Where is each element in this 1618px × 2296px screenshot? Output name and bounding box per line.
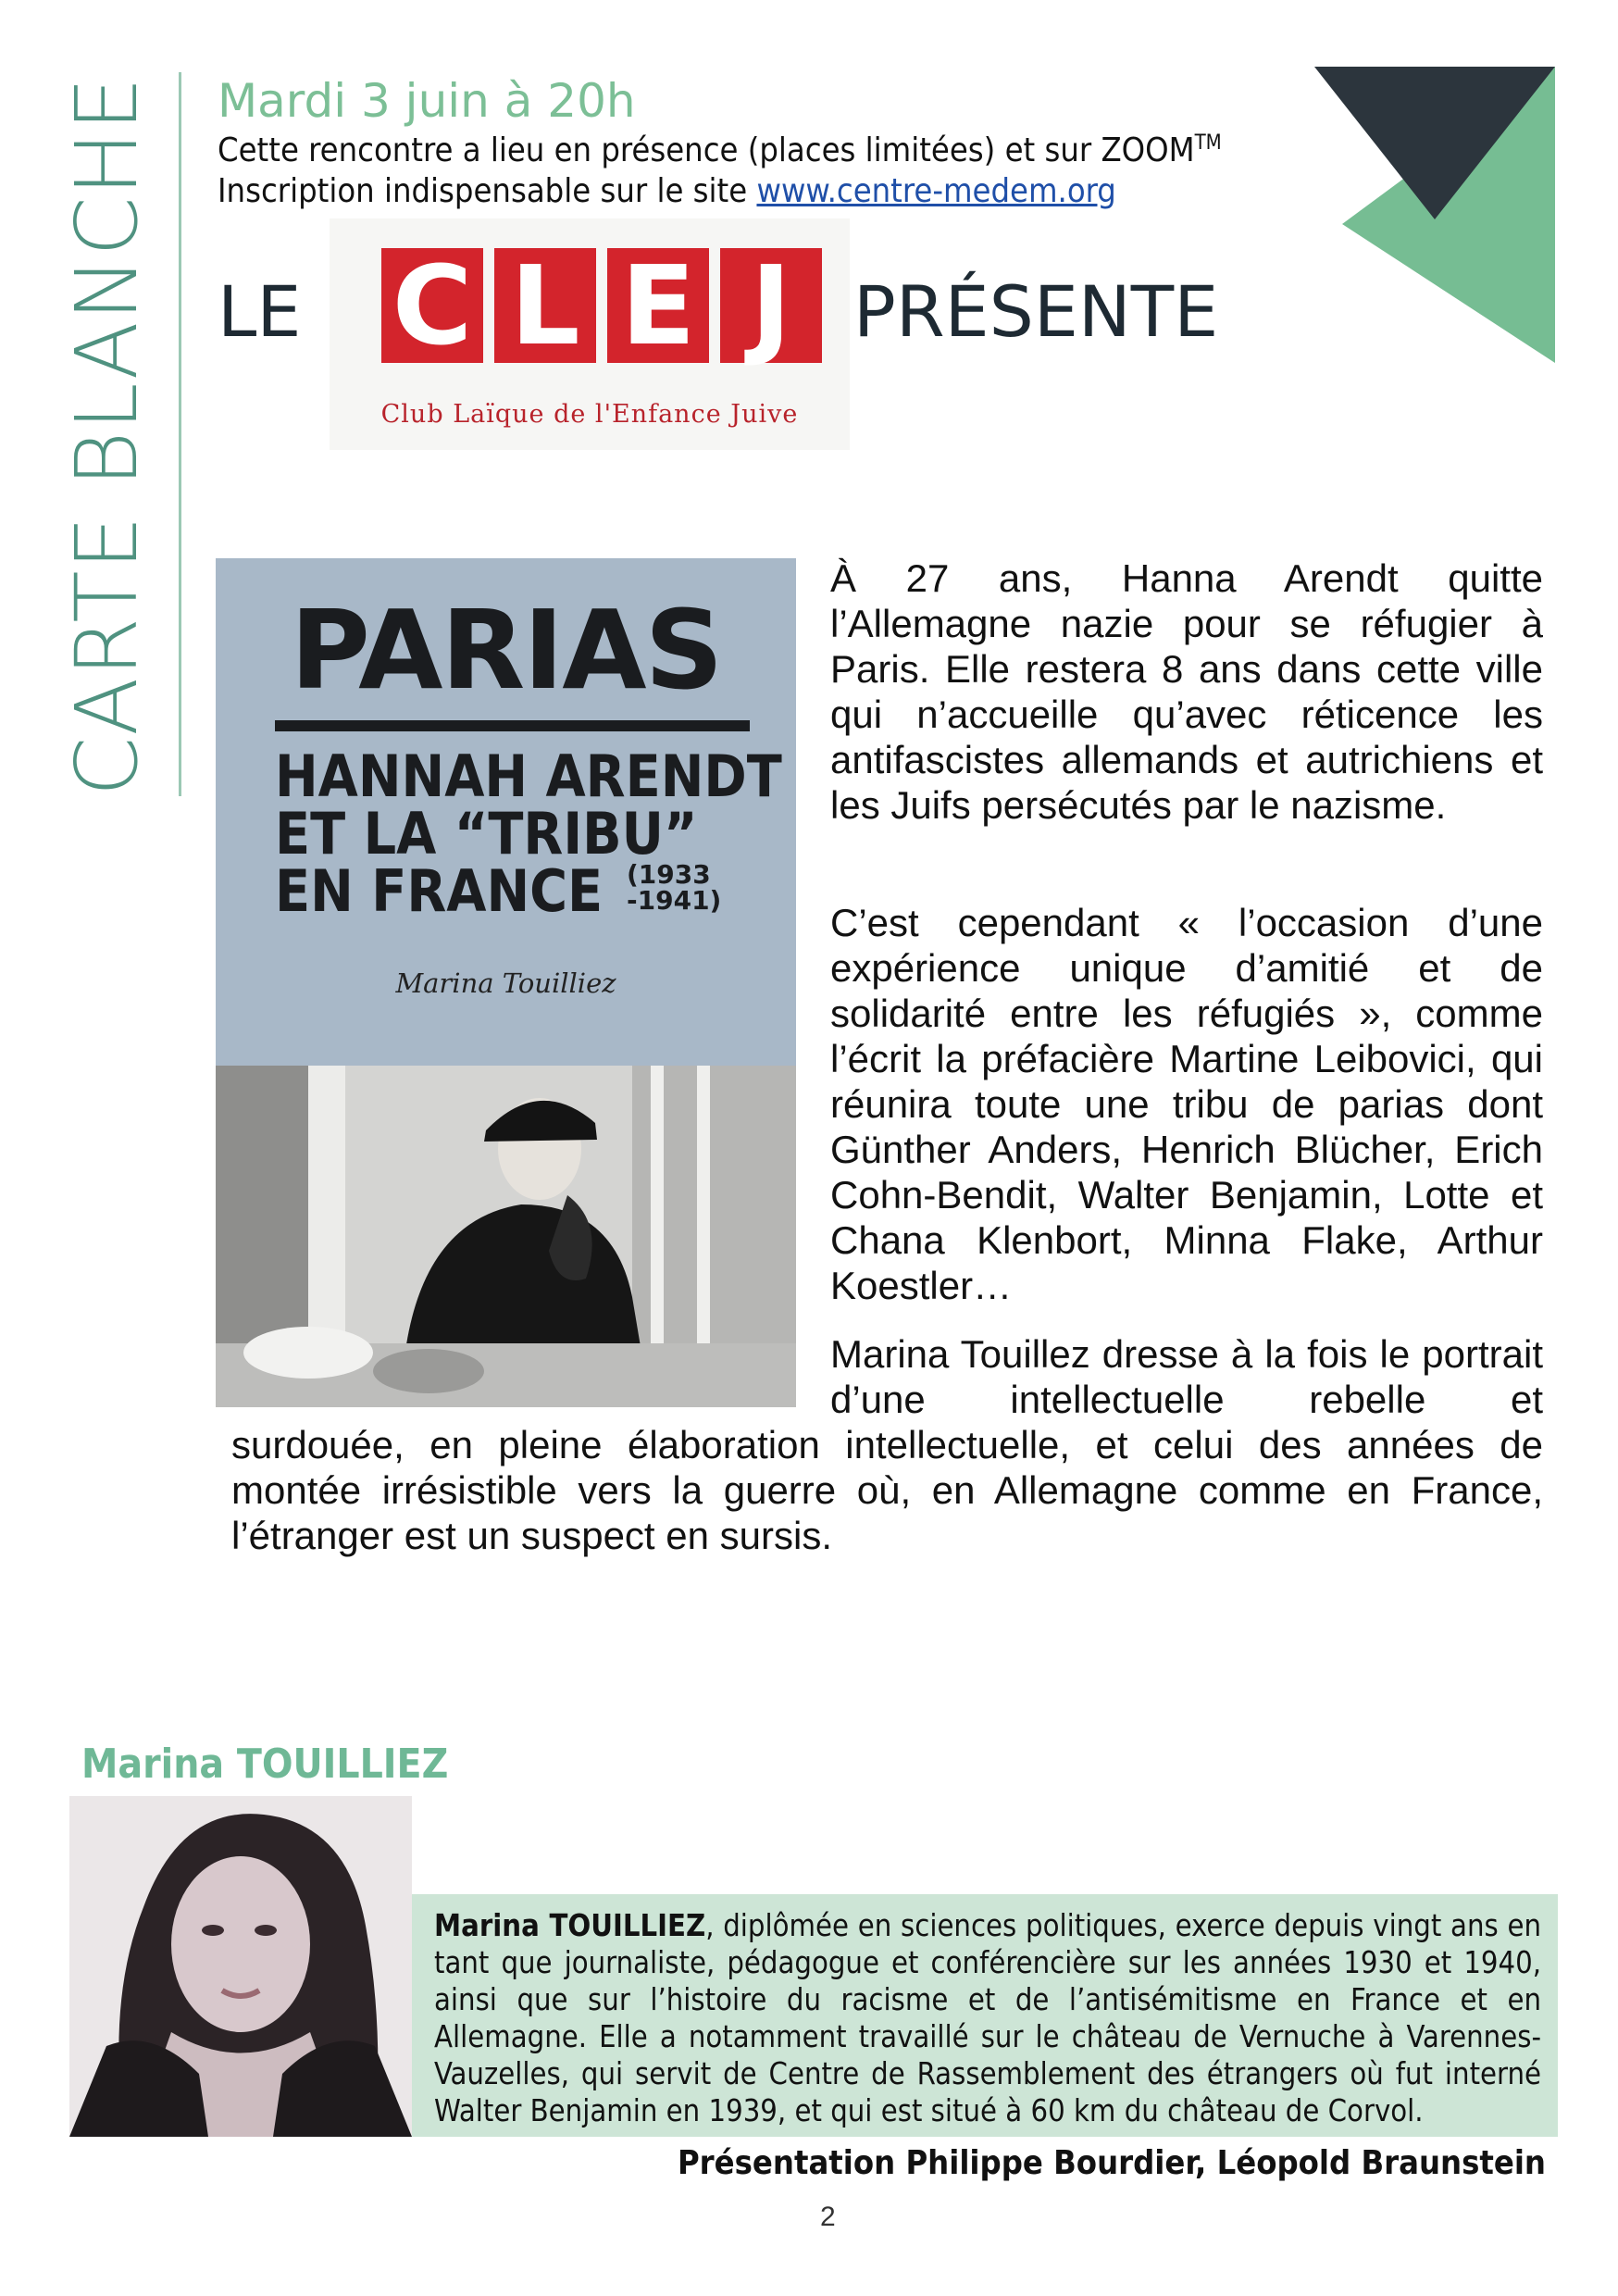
- website-link[interactable]: www.centre-medem.org: [756, 172, 1116, 210]
- book-cover: [216, 558, 796, 1407]
- side-divider: [179, 72, 181, 796]
- book-cover-photo: [216, 1066, 796, 1407]
- book-subtitle-line: HANNAH ARENDT: [275, 742, 782, 810]
- book-subtitle-line: ET LA “TRIBU”: [275, 800, 698, 867]
- side-title: CARTE BLANCHE: [57, 76, 156, 796]
- logo-letter-c: C: [381, 248, 483, 363]
- registration-line: [218, 172, 1116, 210]
- event-info-text: Cette rencontre a lieu en présence (places limitées) et sur ZOOM: [218, 131, 1195, 169]
- author-heading: Marina TOUILLIEZ: [81, 1741, 449, 1788]
- book-subtitle-line: EN FRANCE: [275, 857, 604, 925]
- presentation-credits: Présentation Philippe Bourdier, Léopold Braunstein: [677, 2144, 1546, 2182]
- author-bio: [434, 1907, 1541, 2129]
- decorative-triangles: [1314, 67, 1555, 363]
- book-author: Marina Touilliez: [395, 967, 616, 999]
- book-title-rule: [275, 720, 750, 731]
- word-le: LE: [218, 270, 302, 353]
- word-presente: PRÉSENTE: [853, 270, 1219, 353]
- logo-letter-j: J: [720, 248, 822, 363]
- author-bio-name: Marina TOUILLIEZ: [434, 1908, 706, 1943]
- trademark-mark: TM: [1194, 131, 1222, 155]
- book-title: PARIAS: [290, 586, 722, 714]
- clej-logo: [330, 218, 850, 450]
- logo-subtitle: Club Laïque de l'Enfance Juive: [380, 400, 799, 429]
- event-info-line: [218, 131, 1222, 169]
- logo-letter-e: E: [607, 248, 709, 363]
- author-bio-text: , diplômée en sciences politiques, exerce depuis vingt ans en tant que journaliste, pédagogue et conférencière sur les années 1930 et 1940, ainsi que sur l’histoire du racisme et de l’antisémitisme en France et en Allemagne. Elle a notamment travaillé sur le château de Vernuche à Varennes-Vauzelles, qui servit de Centre de Rassemblement des étrangers où fut interné Walter Benjamin en 1939, et qui est situé à 60 km du château de Corvol.: [434, 1908, 1541, 2128]
- logo-letter-l: L: [494, 248, 596, 363]
- registration-text: Inscription indispensable sur le site: [218, 172, 757, 210]
- page-number: 2: [820, 2202, 836, 2232]
- author-photo: [69, 1796, 412, 2137]
- body-paragraph: C’est cependant « l’occasion d’une expérience unique d’amitié et de solidarité entre les réfugiés », comme l’écrit la préfacière Martine Leibovici, qui réunira toute une tribu de parias dont Günther Anders, Henrich Blücher, Erich Cohn-Bendit, Walter Benjamin, Lotte et Chana Klenbort, Minna Flake, Arthur Koestler…: [830, 901, 1543, 1307]
- body-paragraph: À 27 ans, Hanna Arendt quitte l’Allemagne nazie pour se réfugier à Paris. Elle restera 8 ans dans cette ville qui n’accueille qu’avec réticence les antifascistes allemands et autrichiens et les Juifs persécutés par le nazisme.: [830, 556, 1543, 827]
- body-paragraph: surdouée, en pleine élaboration intellectuelle, et celui des années de montée irrésistible vers la guerre où, en Allemagne comme en France, l’étranger est un suspect en sursis.: [231, 1423, 1543, 1557]
- author-bio-box: [412, 1894, 1558, 2137]
- event-date: Mardi 3 juin à 20h: [218, 74, 636, 128]
- book-years: (1933 -1941): [627, 859, 722, 916]
- body-paragraph: Marina Touillez dresse à la fois le portrait d’une intellectuelle rebelle et: [830, 1332, 1543, 1421]
